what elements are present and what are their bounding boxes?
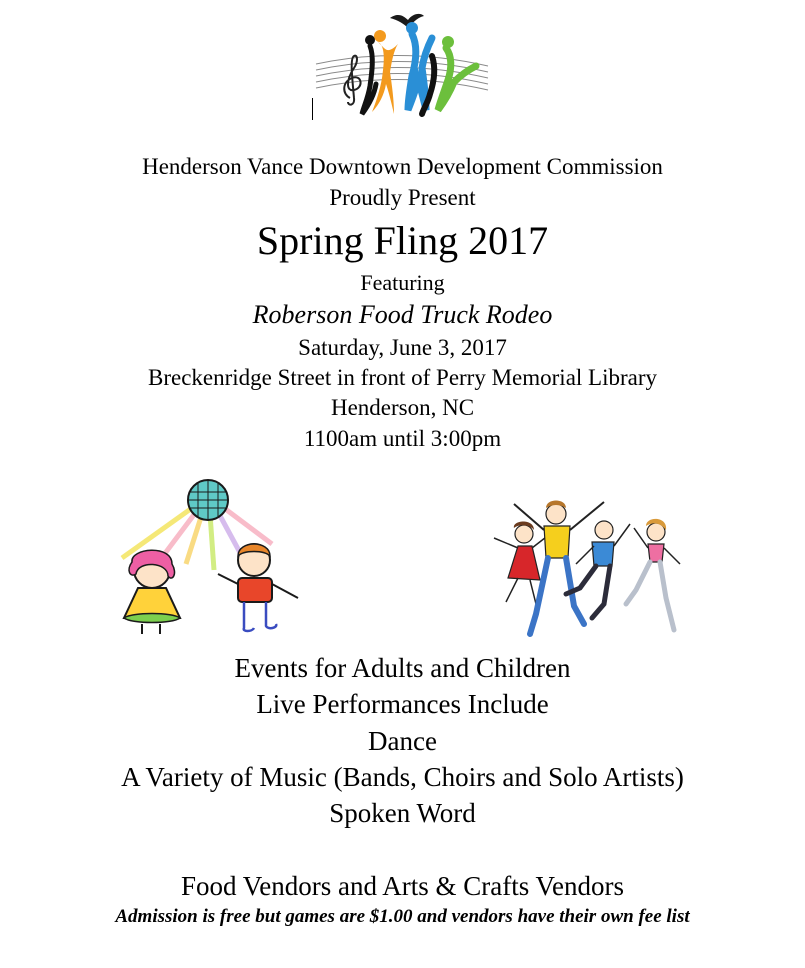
text-cursor-mark	[312, 98, 313, 120]
events-line-2: Live Performances Include	[256, 689, 549, 719]
event-title: Spring Fling 2017	[256, 218, 549, 263]
admission-note: Admission is free but games are $1.00 and vendors have their own fee list	[115, 906, 690, 927]
events-line-5: Spoken Word	[329, 798, 476, 828]
events-line-1: Events for Adults and Children	[234, 653, 571, 683]
events-line-3: Dance	[368, 726, 437, 756]
event-date: Saturday, June 3, 2017	[298, 335, 507, 360]
organization-name: Henderson Vance Downtown Development Commission	[142, 154, 663, 179]
event-city: Henderson, NC	[330, 395, 475, 420]
music-staff-dancers-icon	[312, 6, 492, 120]
event-location: Breckenridge Street in front of Perry Memorial Library	[147, 365, 658, 390]
events-line-4: A Variety of Music (Bands, Choirs and Solo Artists)	[121, 762, 684, 792]
event-time: 1100am until 3:00pm	[303, 426, 502, 451]
dancing-people-icon	[484, 494, 690, 642]
presents-text: Proudly Present	[329, 185, 476, 210]
disco-ball-children-icon	[102, 478, 314, 638]
vendors-line: Food Vendors and Arts & Crafts Vendors	[181, 871, 624, 901]
featuring-label: Featuring	[360, 270, 445, 295]
featured-attraction: Roberson Food Truck Rodeo	[252, 300, 553, 329]
